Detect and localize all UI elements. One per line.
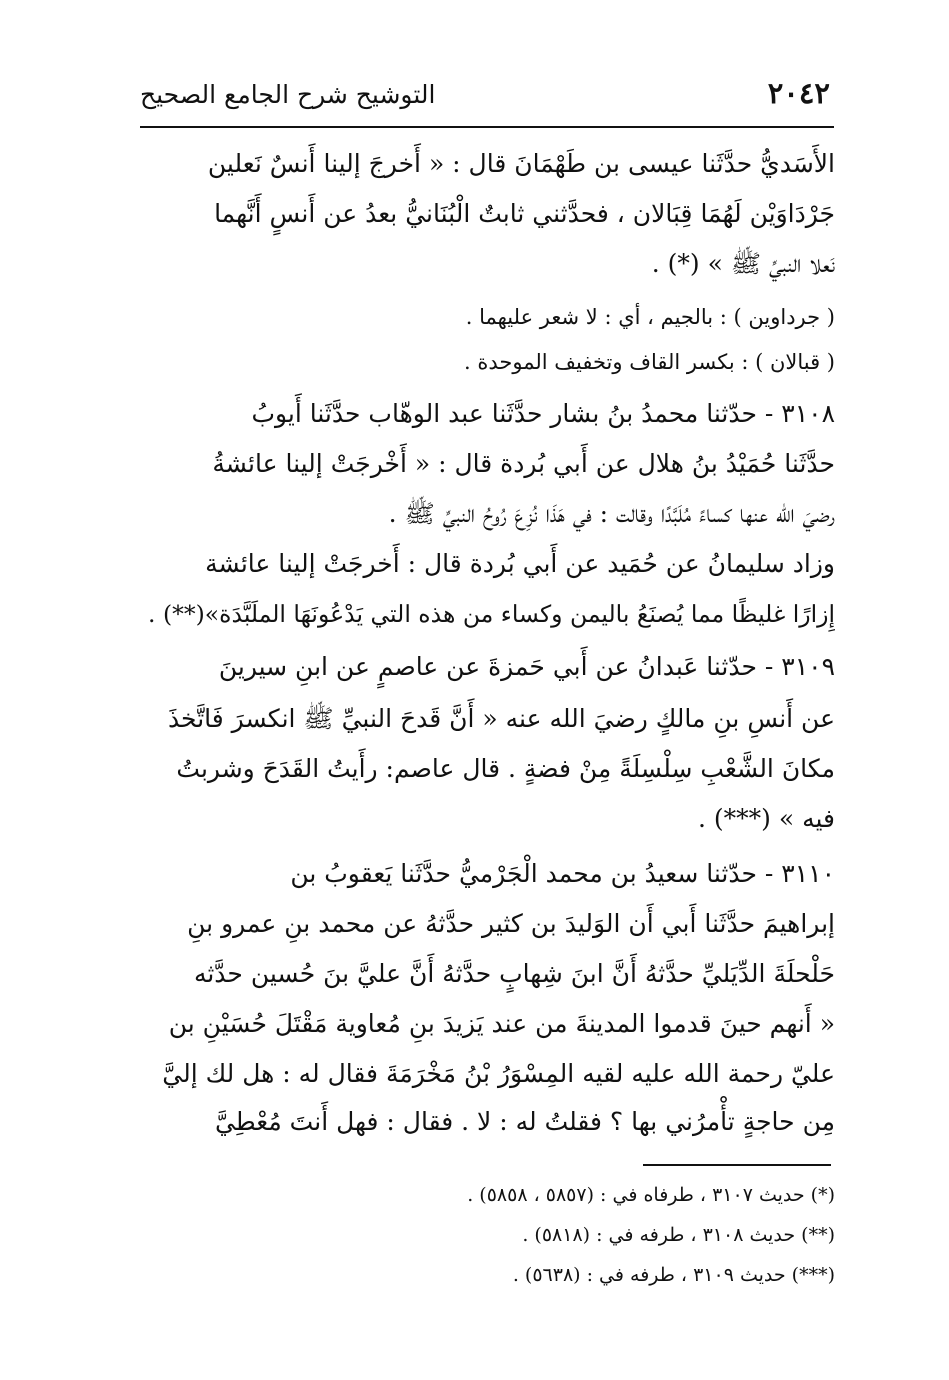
commentary-line: ( جرداوين ) : بالجيم ، أي : لا شعر عليهما . [465,305,835,329]
book-title: التوشيح شرح الجامع الصحيح [140,80,436,109]
text-line: رضيَ الله عنها كساءً مُلَبَّدًا وقالت : في هَذَا نُزِعَ رُوحُ النبيِّ ﷺ . [388,499,835,528]
footnote: (***) حديث ٣١٠٩ ، طرفه في : (٥٦٣٨) . [512,1264,835,1286]
text-line: الأَسَديُّ حدَّثَنا عيسى بن طَهْمَانَ قال : « أَخرجَ إلينا أَنسٌ نَعلين [207,149,835,178]
text-line: « أَنهم حينَ قدموا المدينةَ من عند يَزيدَ بنِ مُعاوية مَقْتَلَ حُسَيْنِ بن [168,1009,835,1038]
text-line: نَعلا النبيِّ ﷺ » (*) . [651,249,835,278]
text-line: عليّ رحمة الله عليه لقيه المِسْوَرُ بْنُ مَخْرَمَةَ فقال له : هل لك إليَّ [162,1059,835,1088]
text-line: جَرْدَاوَيْن لَهُمَا قِبَالان ، فحدَّثني ثابتٌ الْبُنَانيُّ بعدُ عن أَنسٍ أَنَّهما [214,199,835,228]
text-line: مكانَ الشَّعْبِ سِلْسِلَةً مِنْ فضةٍ . قال عاصم: رأَيتُ القَدَحَ وشربتُ [176,754,835,783]
hadith-heading-line: ٣١٠٩ - حدّثنا عَبدانُ عن أَبي حَمزةَ عن عاصمٍ عن ابنِ سيرينَ [218,652,835,681]
text-line: مِن حاجةٍ تأْمرُني بها ؟ فقلتُ له : لا . فقال : فهل أَنتَ مُعْطِيَّ [214,1107,835,1136]
footnote-divider [643,1164,831,1166]
text-line: عن أَنسِ بنِ مالكٍ رضيَ الله عنه « أَنَّ قَدحَ النبيِّ ﷺ انكسرَ فَاتَّخذَ [167,704,835,733]
hadith-heading-line: ٣١٠٨ - حدّثنا محمدُ بنُ بشار حدَّثَنا عبد الوهّاب حدَّثَنا أَيوبُ [251,399,835,428]
commentary-line: ( قبالان ) : بكسر القاف وتخفيف الموحدة . [464,350,835,374]
header-divider [140,126,834,128]
hadith-heading-line: ٣١١٠ - حدّثنا سعيدُ بن محمد الْجَرْميُّ حدَّثَنا يَعقوبُ بن [290,859,835,888]
text-line: وزاد سليمانُ عن حُمَيد عن أَبي بُردة قال : أَخرجَتْ إلينا عائشة [205,549,835,578]
text-line: حدَّثَنا حُمَيْدُ بنُ هلال عن أَبي بُردة قال : « أَخْرجَتْ إلينا عائشةُ [212,449,835,478]
text-line: إبراهيمَ حدَّثَنا أَبي أَن الوَليدَ بن كثير حدَّثهُ عن محمد بنِ عمرو بنِ [187,909,835,938]
page-number: ٢٠٤٢ [767,76,830,110]
footnote: (*) حديث ٣١٠٧ ، طرفاه في : (٥٨٥٧ ، ٥٨٥٨) . [467,1184,835,1206]
running-header [140,74,830,118]
footnote: (**) حديث ٣١٠٨ ، طرفه في : (٥٨١٨) . [522,1224,835,1246]
text-line: حَلْحلَةَ الدِّيَليِّ حدَّثهُ أَنَّ ابنَ شِهابٍ حدَّثهُ أَنَّ عليَّ بنَ حُسين حدَّثه [193,959,835,988]
text-line: إِزارًا غليظًا مما يُصنَعُ باليمن وكساء من هذه التي يَدْعُونَهَا الملَبَّدَة»(**) . [148,600,835,628]
text-line: فيه » (***) . [698,804,835,833]
main-text [135,138,835,1148]
